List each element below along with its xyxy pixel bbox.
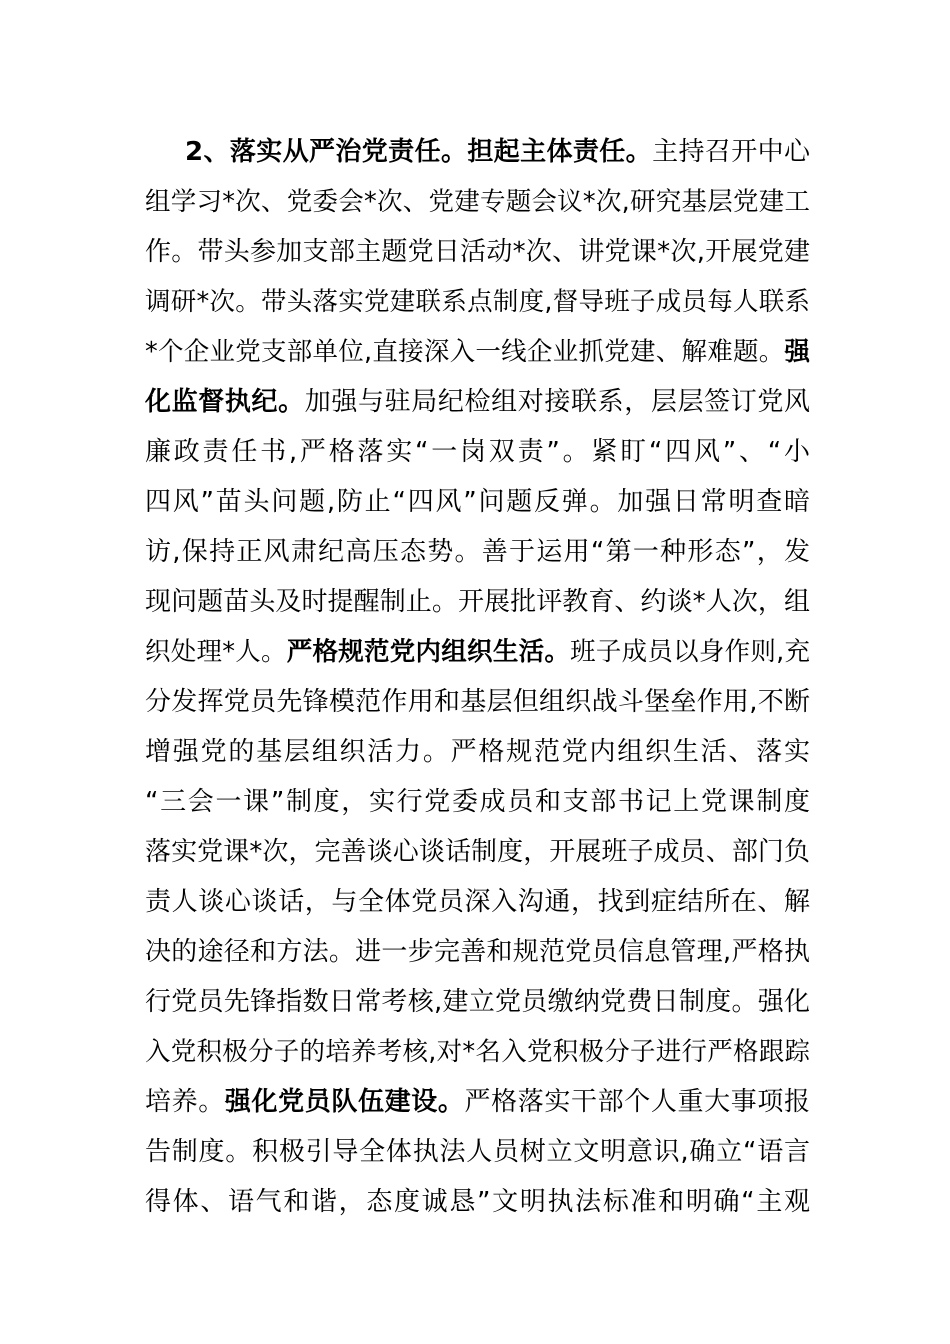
text-line bbox=[145, 1077, 810, 1127]
text-line bbox=[145, 627, 810, 677]
bold-heading-text: 化监督执纪。 bbox=[145, 387, 305, 417]
body-text: 织处理*人。 bbox=[145, 637, 287, 667]
body-text: 加强与驻局纪检组对接联系，层层签订党风 bbox=[304, 387, 810, 417]
text-line bbox=[145, 227, 810, 277]
text-line bbox=[145, 1027, 810, 1077]
text-line bbox=[145, 777, 810, 827]
body-text: 班子成员以身作则,充 bbox=[570, 637, 810, 667]
body-text: 四风”苗头问题,防止“四风”问题反弹。加强日常明查暗 bbox=[145, 487, 810, 517]
body-paragraph bbox=[145, 127, 810, 1227]
text-line bbox=[145, 827, 810, 877]
body-text: 廉政责任书,严格落实“一岗双责”。紧盯“四风”、“小 bbox=[145, 437, 810, 467]
text-line bbox=[145, 277, 810, 327]
body-text: 落实党课*次，完善谈心谈话制度，开展班子成员、部门负 bbox=[145, 837, 810, 867]
body-text: 分发挥党员先锋模范作用和基层但组织战斗堡垒作用,不断 bbox=[145, 687, 810, 717]
body-text: 培养。 bbox=[145, 1087, 225, 1117]
bold-heading-text: 强化党员队伍建设。 bbox=[224, 1087, 465, 1117]
body-text: “三会一课”制度，实行党委成员和支部书记上党课制度 bbox=[145, 787, 810, 817]
text-line bbox=[145, 677, 810, 727]
body-text: 增强党的基层组织活力。严格规范党内组织生活、落实 bbox=[145, 737, 810, 767]
text-line bbox=[145, 177, 810, 227]
text-line bbox=[145, 427, 810, 477]
body-text: 入党积极分子的培养考核,对*名入党积极分子进行严格跟踪 bbox=[145, 1037, 810, 1067]
bold-heading-text: 强 bbox=[784, 337, 810, 367]
text-line bbox=[145, 877, 810, 927]
body-text: 现问题苗头及时提醒制止。开展批评教育、约谈*人次，组 bbox=[145, 587, 810, 617]
text-line bbox=[145, 577, 810, 627]
text-line bbox=[145, 127, 810, 177]
body-text: 告制度。积极引导全体执法人员树立文明意识,确立“语言 bbox=[145, 1137, 810, 1167]
body-text: 行党员先锋指数日常考核,建立党员缴纳党费日制度。强化 bbox=[145, 987, 810, 1017]
body-text: 访,保持正风肃纪高压态势。善于运用“第一种形态”，发 bbox=[145, 537, 810, 567]
body-text: 调研*次。带头落实党建联系点制度,督导班子成员每人联系 bbox=[145, 287, 810, 317]
body-text: 作。带头参加支部主题党日活动*次、讲党课*次,开展党建 bbox=[145, 237, 810, 267]
bold-heading-text: 2、落实从严治党责任。担起主体责任。 bbox=[185, 137, 653, 167]
text-line bbox=[145, 477, 810, 527]
text-line bbox=[145, 1177, 810, 1227]
body-text: 责人谈心谈话，与全体党员深入沟通，找到症结所在、解 bbox=[145, 887, 810, 917]
body-text: 组学习*次、党委会*次、党建专题会议*次,研究基层党建工 bbox=[145, 187, 810, 217]
body-text: 主持召开中心 bbox=[652, 137, 810, 167]
text-line bbox=[145, 727, 810, 777]
bold-heading-text: 严格规范党内组织生活。 bbox=[286, 637, 571, 667]
body-text: 决的途径和方法。进一步完善和规范党员信息管理,严格执 bbox=[145, 937, 810, 967]
text-line bbox=[145, 977, 810, 1027]
text-line bbox=[145, 1127, 810, 1177]
body-text: 得体、语气和谐，态度诚恳”文明执法标准和明确“主观 bbox=[145, 1187, 810, 1217]
text-line bbox=[145, 377, 810, 427]
text-line bbox=[145, 527, 810, 577]
body-text: 严格落实干部个人重大事项报 bbox=[464, 1087, 810, 1117]
text-line bbox=[145, 327, 810, 377]
body-text: *个企业党支部单位,直接深入一线企业抓党建、解难题。 bbox=[145, 337, 785, 367]
text-line bbox=[145, 927, 810, 977]
